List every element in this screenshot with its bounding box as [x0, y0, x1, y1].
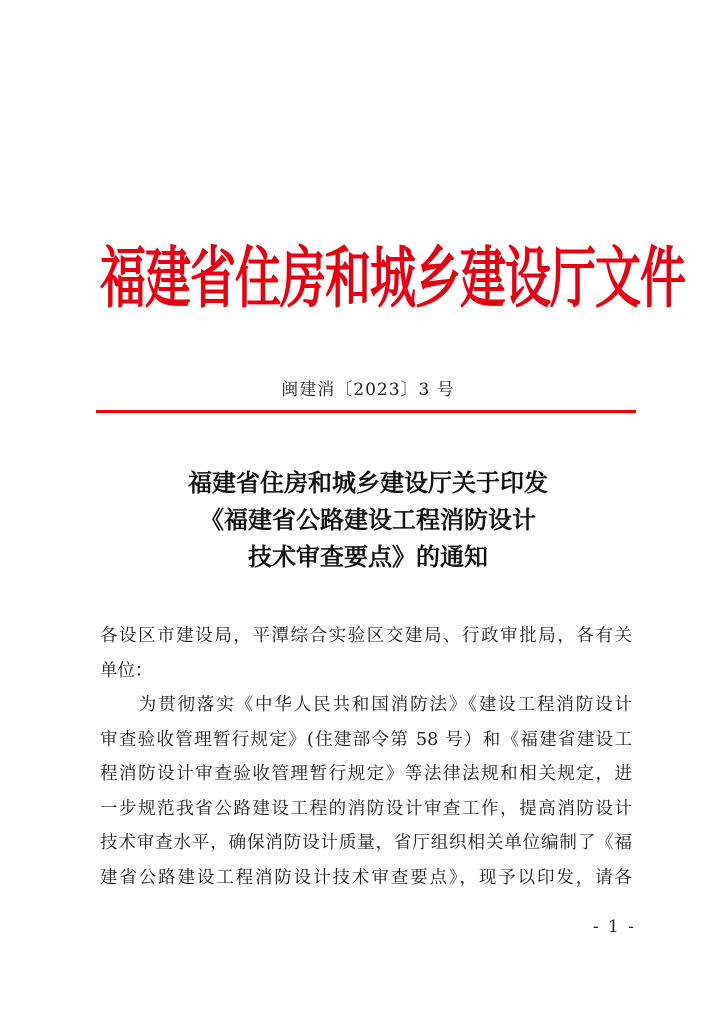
body-line: 建省公路建设工程消防设计技术审查要点》，现予以印发，请各 [100, 867, 632, 888]
body-line: 审查验收管理暂行规定》(住建部令第 58 号）和《福建省建设工 [100, 729, 632, 750]
body-line: 技术审查水平，确保消防设计质量，省厅组织相关单位编制了《福 [100, 833, 632, 853]
notice-title-line: 福建省住房和城乡建设厅关于印发 [188, 469, 548, 497]
notice-title-line: 技术审查要点》的通知 [248, 543, 488, 571]
notice-title-line: 《福建省公路建设工程消防设计 [200, 506, 536, 534]
issuing-authority-header: 福建省住房和城乡建设厅文件 [100, 238, 685, 318]
document-number: 闽建消〔2023〕3 号 [281, 380, 455, 400]
page-number: - 1 - [592, 917, 636, 937]
body-line: 为贯彻落实《中华人民共和国消防法》《建设工程消防设计 [100, 695, 632, 715]
notice-body [100, 619, 632, 895]
body-line: 程消防设计审查验收管理暂行规定》等法律法规和相关规定，进 [100, 764, 632, 784]
notice-title [100, 465, 636, 576]
red-separator-line [96, 410, 636, 413]
body-line-addressees: 各设区市建设局，平潭综合实验区交建局、行政审批局，各有关 [100, 626, 632, 646]
body-line: 一步规范我省公路建设工程的消防设计审查工作，提高消防设计 [100, 798, 632, 819]
body-line-addressees-end: 单位： [100, 660, 153, 681]
